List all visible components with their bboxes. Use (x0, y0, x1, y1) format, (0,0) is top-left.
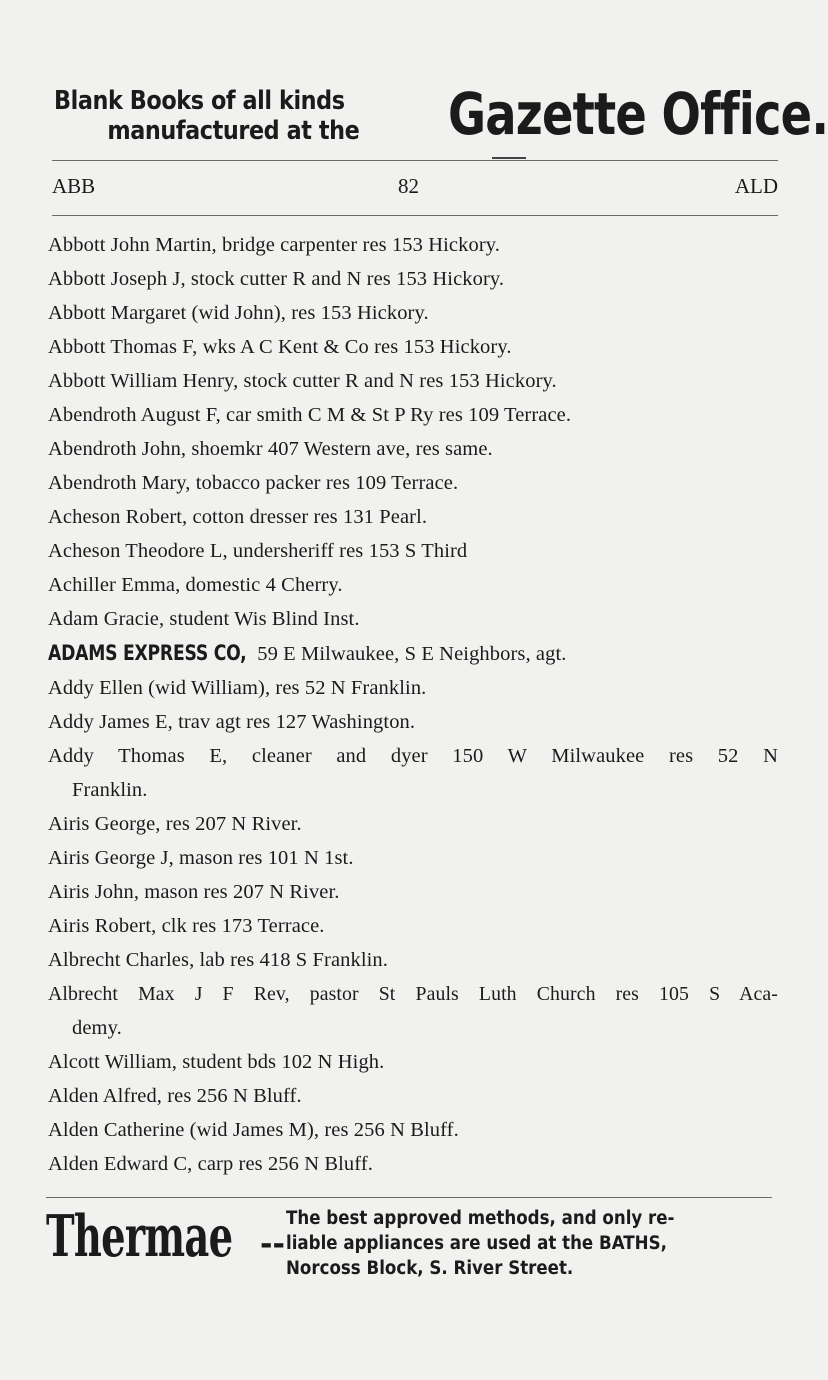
header-advertisement (50, 80, 828, 160)
directory-entry: Acheson Theodore L, undersheriff res 153 S Third (48, 540, 468, 562)
directory-entry: Abbott John Martin, bridge carpenter res 153 Hickory. (48, 234, 501, 256)
page-number: 82 (398, 174, 419, 198)
directory-entry: Airis George, res 207 N River. (48, 813, 302, 835)
guide-word-left: ABB (52, 174, 96, 198)
ad-dash: -- (260, 1227, 285, 1262)
directory-entry: Abbott Thomas F, wks A C Kent & Co res 153 Hickory. (48, 336, 512, 358)
entry-continuation: Franklin. (72, 779, 148, 801)
ad-tagline (54, 86, 444, 146)
header-rule-top (52, 160, 778, 161)
ad-copy (286, 1206, 736, 1281)
ad-copy-line2: liable appliances are used at the BATHS, (286, 1233, 667, 1254)
rule-ornament (492, 157, 526, 159)
entry-continuation: demy. (72, 1017, 122, 1039)
guide-word-right: ALD (734, 174, 778, 198)
directory-entry: Albrecht Charles, lab res 418 S Franklin. (48, 949, 389, 971)
directory-entry-firm (48, 636, 778, 671)
directory-entry: Acheson Robert, cotton dresser res 131 Pearl. (48, 506, 428, 528)
directory-entry: Alcott William, student bds 102 N High. (48, 1051, 385, 1073)
ad-office-name: Gazette Office. (448, 80, 828, 148)
directory-entry-multiline (48, 739, 778, 807)
directory-entry: Airis John, mason res 207 N River. (48, 881, 340, 903)
directory-entry: Adam Gracie, student Wis Blind Inst. (48, 608, 360, 630)
running-head (52, 174, 778, 202)
directory-entry: Alden Edward C, carp res 256 N Bluff. (48, 1153, 373, 1175)
directory-entry: Abendroth August F, car smith C M & St P Ry res 109 Terrace. (48, 404, 572, 426)
ad-tagline-line1: Blank Books of all kinds (54, 86, 345, 116)
directory-entry: Airis George J, mason res 101 N 1st. (48, 847, 354, 869)
footer-advertisement (46, 1200, 778, 1290)
firm-details: 59 E Milwaukee, S E Neighbors, agt. (257, 643, 567, 665)
directory-entry: Abendroth John, shoemkr 407 Western ave, res same. (48, 438, 493, 460)
directory-entry: Abendroth Mary, tobacco packer res 109 Terrace. (48, 472, 459, 494)
directory-entry: Abbott Margaret (wid John), res 153 Hickory. (48, 302, 429, 324)
directory-entry: Addy Ellen (wid William), res 52 N Franklin. (48, 677, 427, 699)
entry-first-line: Albrecht Max J F Rev, pastor St Pauls Luth Church res 105 S Aca- (48, 983, 778, 1005)
directory-entry: Abbott Joseph J, stock cutter R and N res 153 Hickory. (48, 268, 505, 290)
firm-name: ADAMS EXPRESS CO, (48, 641, 247, 665)
directory-entry: Abbott William Henry, stock cutter R and N res 153 Hickory. (48, 370, 557, 392)
directory-entry: Airis Robert, clk res 173 Terrace. (48, 915, 325, 937)
ad-copy-line1: The best approved methods, and only re- (286, 1208, 675, 1229)
ad-copy-line3: Norcoss Block, S. River Street. (286, 1258, 574, 1279)
directory-entry-multiline (48, 977, 778, 1045)
footer-rule (46, 1197, 772, 1198)
directory-entry: Alden Catherine (wid James M), res 256 N Bluff. (48, 1119, 459, 1141)
header-rule-bottom (52, 215, 778, 216)
ad-tagline-line2: manufactured at the (107, 116, 360, 146)
directory-entry: Alden Alfred, res 256 N Bluff. (48, 1085, 302, 1107)
entry-first-line: Addy Thomas E, cleaner and dyer 150 W Milwaukee res 52 N (48, 745, 778, 767)
directory-entry: Achiller Emma, domestic 4 Cherry. (48, 574, 343, 596)
ad-brand-name: Thermae (46, 1203, 233, 1271)
directory-entries (48, 228, 778, 1181)
directory-entry: Addy James E, trav agt res 127 Washington. (48, 711, 416, 733)
